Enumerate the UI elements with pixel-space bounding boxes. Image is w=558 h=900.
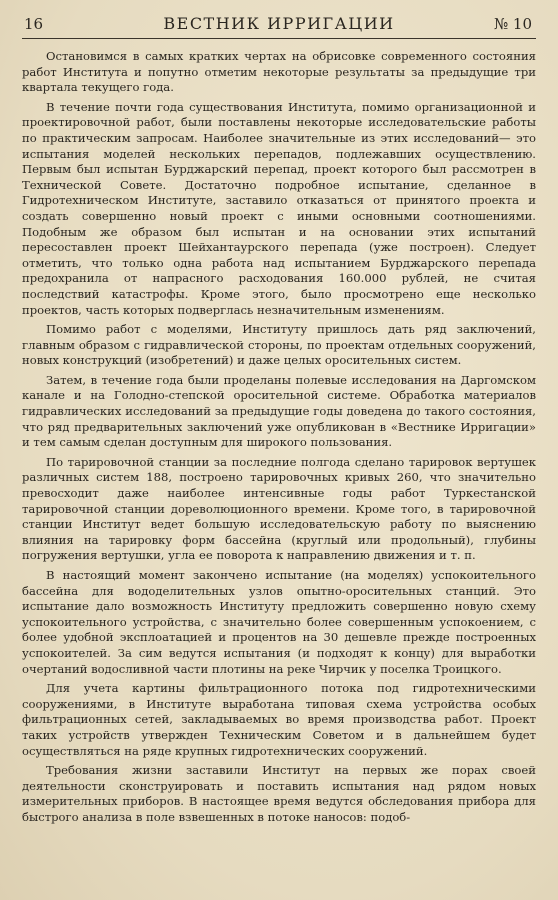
paragraph: В течение почти года существования Института, помимо организационной и проектировочной работ, были поставлены некоторые исследовательские работы по практическим запросам. Наиболее значительные из этих исследований— это испытания моделей нескольких перепадов, подлежавших осуществлению. Первым был испытан Бурджарский перепад, проект которого был рассмотрен в Технической Совете. Достаточно подробное испытание, сделанное в Гидротехническом Институте, заставило отказаться от принятого проекта и создать совершенно новый проект с иными основными соотношениями. Подобным же образом был испытан и на основании этих испытаний пересоставлен проект Шейхантаурского перепада (уже построен). Следует отметить, что только одна работа над испытанием Бурджарского перепада предохранила от напрасного расходования 160.000 рублей, не считая последствий катастрофы. Кроме этого, было просмотрено еще несколько проектов, часть которых подверглась незначительным изменениям.: [22, 99, 536, 317]
journal-title: ВЕСТНИК ИРРИГАЦИИ: [163, 14, 395, 33]
paragraph: В настоящий момент закончено испытание (на моделях) успокоительного бассейна для вододелительных узлов опытно-оросительных станций. Это испытание дало возможность Институту предложить совершенно новую схему успокоительного устройства, с значительно более совершенным успокоением, с более удобной эксплоатацией и процентов на 30 дешевле прежде построенных успокоителей. За сим ведутся испытания (и подходят к концу) для выработки очертаний водосливной части плотины на реке Чирчик у поселка Троицкого.: [22, 568, 536, 676]
page-header: [22, 12, 536, 39]
issue-number: № 10: [493, 15, 532, 33]
paragraph: По тарировочной станции за последние полгода сделано тарировок вертушек различных систем 188, построено тарировочных кривых 260, что значительно превосходит даже наиболее интенсивные годы работ Туркестанской тарировочной станции дореволюционного времени. Кроме того, в тарировочной станции Институт ведет большую исследовательскую работу по выяснению влияния на тарировку форм бассейна (круглый или продольный), глубины погружения вертушки, угла ее поворота к направлению движения и т. п.: [22, 454, 536, 563]
paragraph: Требования жизни заставили Институт на первых же порах своей деятельности сконструировать и поставить испытания над рядом новых измерительных приборов. В настоящее время ведутся обследования прибора для быстрого анализа в поле взвешенных в потоке наносов: подоб-: [22, 763, 536, 824]
paragraph: Затем, в течение года были проделаны полевые исследования на Даргомском канале и на Голодно-степской оросительной системе. Обработка материалов гидравлических исследований за предыдущие годы доведена до такого состояния, что ряд предварительных заключений уже опубликован в «Вестнике Ирригации» и тем самым сделан доступным для широкого пользования.: [22, 372, 536, 450]
page-number: 16: [24, 15, 44, 33]
paragraph: Остановимся в самых кратких чертах на обрисовке современного состояния работ Института и попутно отметим некоторые результаты за предыдущие три квартала текущего года.: [22, 49, 536, 95]
paragraph: Помимо работ с моделями, Институту пришлось дать ряд заключений, главным образом с гидравлической стороны, по проектам отдельных сооружений, новых конструкций (изобретений) и даже целых оросительных систем.: [22, 322, 536, 368]
paragraph: Для учета картины фильтрационного потока под гидротехническими сооружениями, в Институте выработана типовая схема устройства особых фильтрационных сетей, закладываемых во время производства работ. Проект таких устройств утвержден Техническим Советом и в дальнейшем будет осуществляться на ряде крупных гидротехнических сооружений.: [22, 681, 536, 758]
article-body: [22, 49, 536, 826]
